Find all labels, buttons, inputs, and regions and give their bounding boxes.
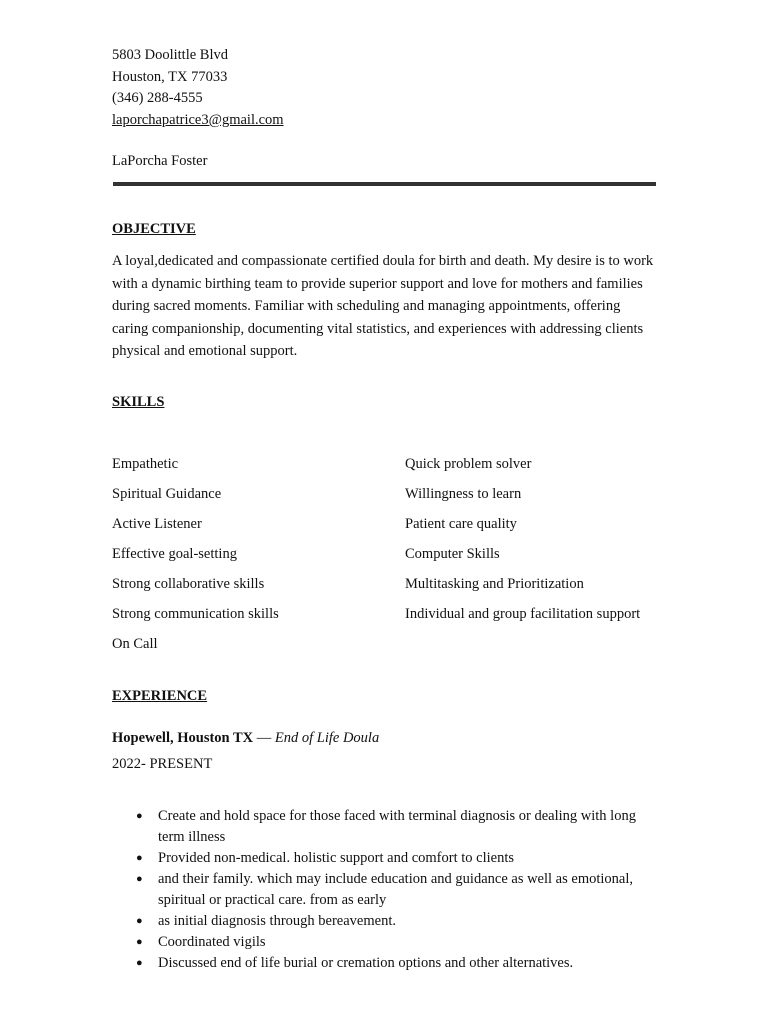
- list-item-text: Discussed end of life burial or cremation options and other alternatives.: [158, 955, 574, 971]
- list-item: [136, 953, 666, 974]
- objective-text: A loyal,dedicated and compassionate certified doula for birth and death. My desire is to work with a dynamic birthing team to provide superior support and love for mothers and families during sacred moments. Familiar with scheduling and managing appointments, offering caring companionship, documenting vital statistics, and experiences with addressing clients physical and emotional support.: [112, 253, 654, 359]
- address-line-1: 5803 Doolittle Blvd: [112, 47, 228, 63]
- skill-item: Willingness to learn: [405, 486, 522, 502]
- bullet-dot-icon: ●: [136, 873, 143, 885]
- skill-item: Quick problem solver: [405, 456, 532, 472]
- job-bullet-list: [136, 806, 666, 974]
- address-line-2: Houston, TX 77033: [112, 69, 228, 85]
- header-divider: [113, 182, 656, 186]
- skill-item: Computer Skills: [405, 546, 500, 562]
- skill-item: Individual and group facilitation support: [405, 606, 641, 622]
- job-separator: —: [253, 730, 275, 746]
- list-item: [136, 806, 666, 848]
- job-header: [112, 728, 379, 749]
- list-item: [136, 869, 666, 911]
- skill-item: Strong collaborative skills: [112, 576, 265, 592]
- skill-item: Active Listener: [112, 516, 202, 532]
- candidate-name: LaPorcha Foster: [112, 153, 208, 169]
- bullet-dot-icon: ●: [136, 852, 143, 864]
- list-item: [136, 848, 666, 869]
- list-item-text: as initial diagnosis through bereavement.: [158, 913, 396, 929]
- job-employer: Hopewell, Houston TX: [112, 730, 254, 746]
- list-item: [136, 911, 666, 932]
- job-role: End of Life Doula: [274, 730, 380, 746]
- list-item: [136, 932, 666, 953]
- skill-item: Empathetic: [112, 456, 179, 472]
- objective-heading: OBJECTIVE: [112, 221, 196, 237]
- job-dates: 2022- PRESENT: [112, 756, 213, 772]
- list-item-text: Provided non-medical. holistic support and comfort to clients: [158, 850, 514, 866]
- list-item-text: Create and hold space for those faced with terminal diagnosis or dealing with long term illness: [158, 808, 636, 845]
- bullet-dot-icon: ●: [136, 810, 143, 822]
- skill-item: Patient care quality: [405, 516, 517, 532]
- bullet-dot-icon: ●: [136, 936, 143, 948]
- skill-item: On Call: [112, 636, 158, 652]
- skill-item: Spiritual Guidance: [112, 486, 222, 502]
- skill-item: Multitasking and Prioritization: [405, 576, 584, 592]
- list-item-text: and their family. which may include education and guidance as well as emotional, spiritual or practical care. from as early: [158, 871, 633, 908]
- email-link[interactable]: laporchapatrice3@gmail.com: [112, 112, 284, 128]
- phone-number: (346) 288-4555: [112, 90, 203, 106]
- skill-item: Effective goal-setting: [112, 546, 237, 562]
- skills-heading: SKILLS: [112, 394, 165, 410]
- experience-heading: EXPERIENCE: [112, 688, 208, 704]
- bullet-dot-icon: ●: [136, 915, 143, 927]
- bullet-dot-icon: ●: [136, 957, 143, 969]
- skill-item: Strong communication skills: [112, 606, 279, 622]
- list-item-text: Coordinated vigils: [158, 934, 266, 950]
